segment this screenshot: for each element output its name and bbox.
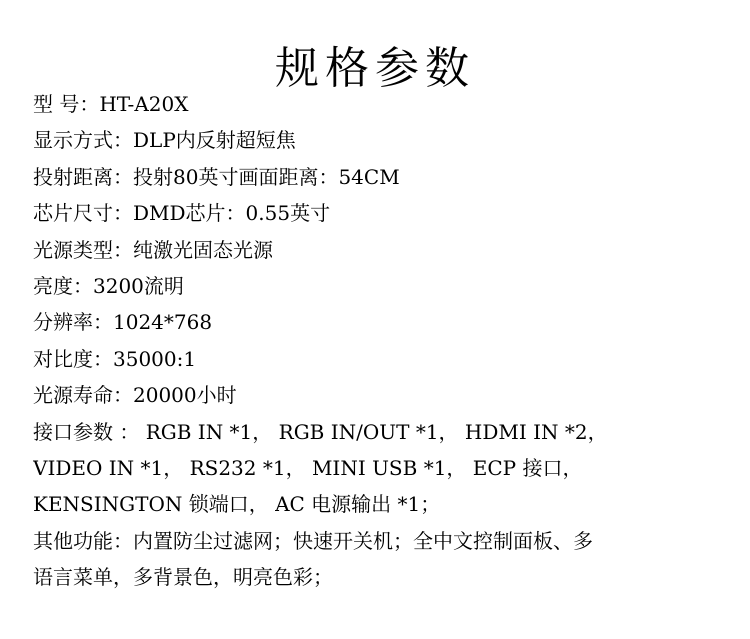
spec-list bbox=[33, 86, 733, 596]
spec-contrast: 对比度：35000:1 bbox=[33, 346, 197, 371]
spec-display-mode: 显示方式：DLP内反射超短焦 bbox=[33, 128, 296, 153]
spec-model: 型 号：HT-A20X bbox=[33, 92, 189, 116]
spec-interfaces-line-3: KENSINGTON 锁端口， AC 电源输出 *1； bbox=[33, 492, 441, 517]
spec-interfaces-line-2: VIDEO IN *1， RS232 *1， MINI USB *1， ECP 接口， bbox=[33, 456, 583, 481]
spec-light-source-type: 光源类型：纯激光固态光源 bbox=[33, 237, 273, 262]
spec-light-source-life: 光源寿命：20000小时 bbox=[33, 383, 237, 408]
spec-resolution: 分辨率：1024*768 bbox=[33, 310, 213, 335]
spec-other-features-line-1: 其他功能：内置防尘过滤网；快速开关机；全中文控制面板、多 bbox=[33, 528, 593, 553]
spec-other-features-line-2: 语言菜单，多背景色，明亮色彩； bbox=[33, 565, 333, 590]
spec-throw-distance: 投射距离：投射80英寸画面距离：54CM bbox=[33, 164, 400, 189]
spec-chip-size: 芯片尺寸：DMD芯片：0.55英寸 bbox=[33, 201, 331, 226]
spec-interfaces-line-1: 接口参数 ： RGB IN *1， RGB IN/OUT *1， HDMI IN *2， bbox=[33, 419, 608, 444]
spec-brightness: 亮度：3200流明 bbox=[33, 274, 184, 299]
page-title: 规格参数 bbox=[275, 43, 475, 95]
